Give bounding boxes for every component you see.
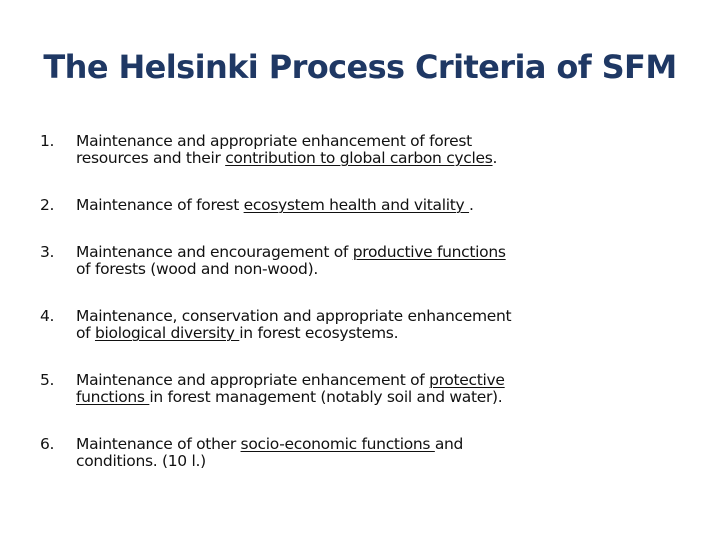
criterion-number: 4.	[40, 307, 55, 325]
criterion-text: Maintenance of other	[76, 435, 241, 453]
criterion-text: .	[469, 196, 474, 214]
criterion-line	[76, 133, 640, 150]
criterion-text: Maintenance and appropriate enhancement of forest	[76, 132, 472, 150]
criterion-line	[76, 150, 640, 167]
criterion-text: Maintenance and encouragement of	[76, 243, 353, 261]
criterion-line	[76, 197, 640, 214]
criterion-link-functions[interactable]: functions	[76, 388, 150, 406]
criterion-line	[76, 308, 640, 325]
criterion-link-socio-economic[interactable]: socio-economic functions	[240, 435, 435, 453]
criterion-text: .	[492, 149, 498, 167]
criterion-line	[76, 372, 640, 389]
criterion-text: Maintenance and appropriate enhancement of	[76, 371, 430, 389]
criterion-link-productive-functions[interactable]: productive functions	[352, 243, 506, 261]
criterion-number: 6.	[40, 435, 55, 453]
criterion-number: 1.	[40, 132, 55, 150]
criterion-link-ecosystem-health[interactable]: ecosystem health and vitality	[243, 196, 470, 214]
criterion-number: 3.	[40, 243, 55, 261]
criterion-text: in forest management (notably soil and water).	[149, 388, 503, 406]
criterion-line	[76, 325, 640, 342]
criterion-5	[40, 372, 640, 406]
criterion-link-biological-diversity[interactable]: biological diversity	[94, 324, 240, 342]
criterion-line	[76, 261, 640, 278]
criterion-text: of	[76, 324, 95, 342]
criterion-line	[76, 389, 640, 406]
slide-title: The Helsinki Process Criteria of SFM	[43, 48, 677, 86]
criterion-1	[40, 133, 640, 167]
criterion-4	[40, 308, 640, 342]
criterion-number: 2.	[40, 196, 55, 214]
criterion-text: in forest ecosystems.	[239, 324, 399, 342]
criterion-link-carbon-cycles[interactable]: contribution to global carbon cycles	[225, 149, 493, 167]
criterion-text: Maintenance, conservation and appropriate enhancement	[76, 307, 512, 325]
criterion-6	[40, 436, 640, 470]
criterion-text: and	[434, 435, 464, 453]
criterion-3	[40, 244, 640, 278]
criterion-text: Maintenance of forest	[76, 196, 244, 214]
criterion-line	[76, 244, 640, 261]
criterion-text: of forests (wood and non-wood).	[76, 260, 318, 278]
criterion-number: 5.	[40, 371, 55, 389]
criteria-list	[40, 133, 640, 500]
criterion-2	[40, 197, 640, 214]
criterion-text: conditions. (10 l.)	[76, 452, 206, 470]
criterion-line	[76, 436, 640, 453]
criterion-line	[76, 453, 640, 470]
criterion-link-protective[interactable]: protective	[429, 371, 505, 389]
criterion-text: resources and their	[76, 149, 226, 167]
